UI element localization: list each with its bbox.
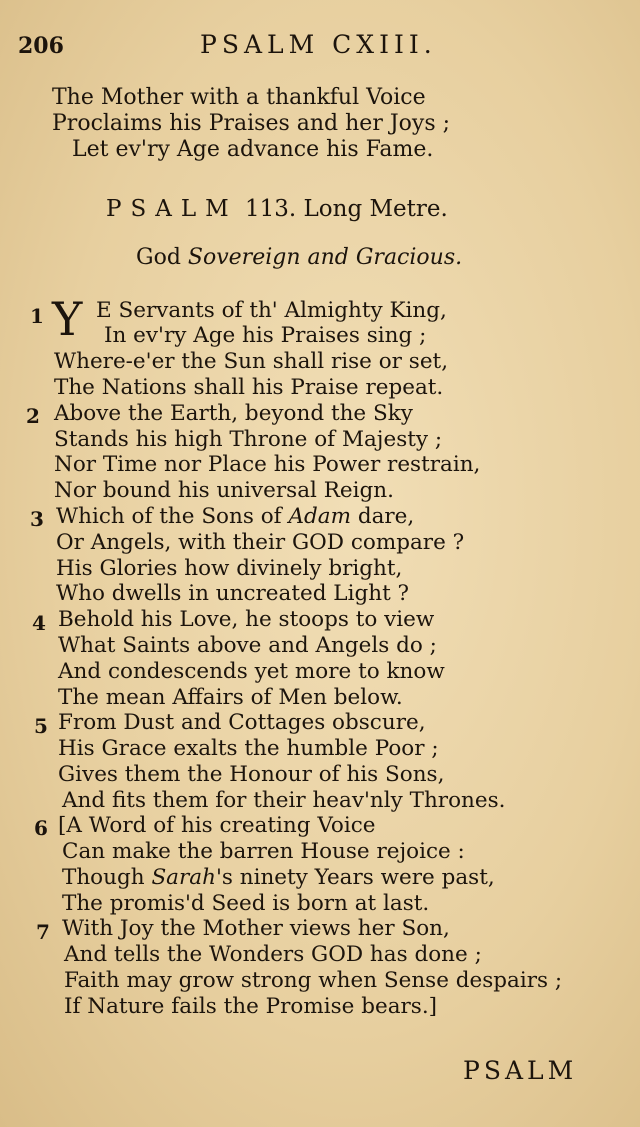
verse-number: 7 <box>36 920 50 944</box>
psalm-subtitle <box>136 245 462 270</box>
previous-psalm-line: Proclaims his Praises and her Joys ; <box>52 111 451 136</box>
verse-line: [A Word of his creating Voice <box>58 813 376 838</box>
verse-line: The Nations shall his Praise repeat. <box>54 375 444 400</box>
verse-line: Behold his Love, he stoops to view <box>58 607 435 632</box>
catchword: PSALM <box>463 1056 578 1085</box>
verse-italic-name: Adam <box>288 504 351 529</box>
psalm-title <box>106 196 448 222</box>
verse-line: And fits them for their heav'nly Thrones. <box>62 788 506 813</box>
verse-line: Nor bound his universal Reign. <box>54 478 394 503</box>
psalm-title-rest: 113. Long Metre. <box>244 196 448 222</box>
verse-line: E Servants of th' Almighty King, <box>96 298 447 323</box>
running-head: PSALM CXIII. <box>200 30 437 59</box>
verse-text: 's ninety Years were past, <box>215 865 495 890</box>
verse-line: If Nature fails the Promise bears.] <box>64 994 438 1019</box>
page-number: 206 <box>18 33 64 59</box>
psalm-title-word: PSALM <box>106 196 238 222</box>
verse-text: Which of the Sons of <box>56 504 282 529</box>
verse-line <box>62 865 495 890</box>
verse-line: With Joy the Mother views her Son, <box>62 916 450 941</box>
verse-line: Stands his high Throne of Majesty ; <box>54 427 443 452</box>
previous-psalm-line: Let ev'ry Age advance his Fame. <box>72 137 434 162</box>
verse-line: Faith may grow strong when Sense despairs ; <box>64 968 563 993</box>
verse-text: dare, <box>357 504 415 529</box>
verse-line: Gives them the Honour of his Sons, <box>58 762 445 787</box>
verse-line: The mean Affairs of Men below. <box>58 685 403 710</box>
verse-line: From Dust and Cottages obscure, <box>58 710 426 735</box>
verse-line: The promis'd Seed is born at last. <box>62 891 430 916</box>
verse-number: 5 <box>34 714 48 738</box>
subtitle-italic: Sovereign and Gracious. <box>187 245 463 270</box>
previous-psalm-line: The Mother with a thankful Voice <box>52 85 426 110</box>
verse-line: And tells the Wonders GOD has done ; <box>64 942 482 967</box>
verse-line: Where-e'er the Sun shall rise or set, <box>54 349 449 374</box>
verse-italic-name: Sarah <box>151 865 216 890</box>
verse-line: Nor Time nor Place his Power restrain, <box>54 452 481 477</box>
verse-line: Who dwells in uncreated Light ? <box>56 581 410 606</box>
subtitle-lead: God <box>136 245 181 270</box>
verse-number: 1 <box>30 304 44 328</box>
drop-cap: Y <box>52 292 83 346</box>
verse-line: In ev'ry Age his Praises sing ; <box>104 323 427 348</box>
verse-line: And condescends yet more to know <box>58 659 445 684</box>
verse-line: Above the Earth, beyond the Sky <box>54 401 413 426</box>
verse-line: His Grace exalts the humble Poor ; <box>58 736 439 761</box>
verse-number: 4 <box>32 611 46 635</box>
verse-line: What Saints above and Angels do ; <box>58 633 437 658</box>
verse-text: Though <box>62 865 145 890</box>
verse-number: 3 <box>30 507 44 531</box>
verse-line: His Glories how divinely bright, <box>56 556 403 581</box>
verse-line <box>56 504 414 529</box>
verse-line: Or Angels, with their GOD compare ? <box>56 530 465 555</box>
verse-line: Can make the barren House rejoice : <box>62 839 465 864</box>
verse-number: 2 <box>26 404 40 428</box>
verse-number: 6 <box>34 816 48 840</box>
